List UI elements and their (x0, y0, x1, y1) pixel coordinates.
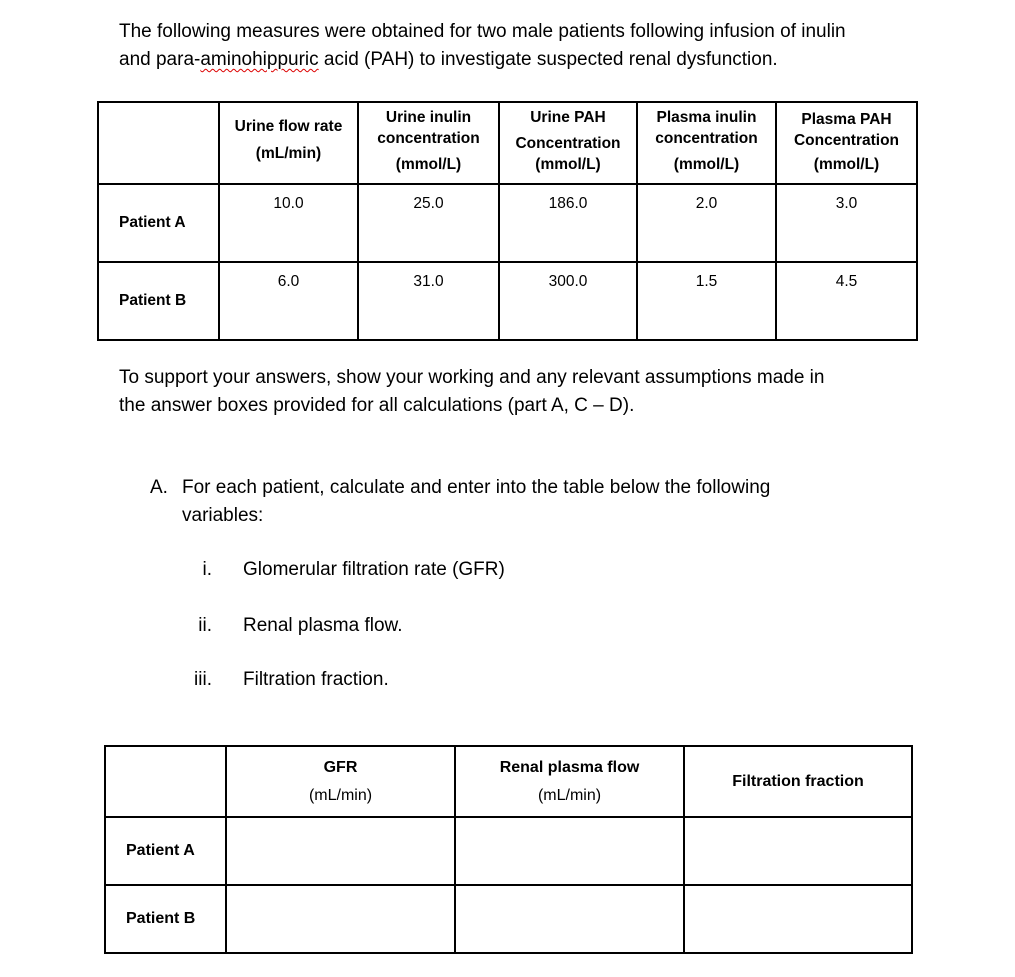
answer-row-label: Patient B (105, 885, 226, 953)
header-urine-flow-rate (219, 102, 358, 184)
intro-line-1: The following measures were obtained for two male patients following infusion of inulin (119, 21, 846, 42)
list-item-number: ii. (198, 615, 212, 636)
question-a-marker: A. (150, 477, 168, 498)
answer-header-row (105, 746, 912, 817)
list-item-text: Renal plasma flow. (243, 615, 403, 636)
list-item-text: Filtration fraction. (243, 669, 389, 690)
header-urine-inulin: Urine inulin concentration (mmol/L) (358, 102, 499, 184)
cell-plasma-pah: 4.5 (776, 262, 917, 340)
intro-line-2-pre: and para- (119, 49, 201, 70)
list-item-number: i. (202, 559, 212, 580)
header-urine-flow-rate-l1: Urine flow rate (234, 118, 343, 135)
list-item-number: iii. (194, 669, 212, 690)
measurements-header-row (98, 102, 917, 184)
spellcheck-underlined-word: aminohippuric (200, 49, 319, 70)
list-item (198, 614, 403, 638)
cell-plasma-inulin: 1.5 (637, 262, 776, 340)
intro-line-2-post: acid (PAH) to investigate suspected renal dysfunction. (318, 49, 778, 70)
header-urine-pah: Urine PAH Concentration (mmol/L) (499, 102, 637, 184)
measurements-table (97, 101, 918, 341)
answer-cell-gfr[interactable] (226, 885, 455, 953)
table-row (105, 885, 912, 953)
header-empty-cell (98, 102, 219, 184)
question-a (150, 474, 850, 530)
answer-cell-rpf[interactable] (455, 817, 684, 885)
row-label: Patient B (98, 262, 219, 340)
list-item (194, 668, 389, 692)
answer-header-rpf (455, 746, 684, 817)
cell-plasma-inulin: 2.0 (637, 184, 776, 262)
instructions-line-1: To support your answers, show your working and any relevant assumptions made in (119, 367, 825, 388)
cell-urine-inulin: 25.0 (358, 184, 499, 262)
question-a-text: For each patient, calculate and enter into the table below the following variables: (182, 477, 771, 526)
answer-cell-gfr[interactable] (226, 817, 455, 885)
answer-header-rpf-unit: (mL/min) (537, 786, 602, 804)
answer-header-gfr-title: GFR (323, 758, 358, 776)
table-row (105, 817, 912, 885)
list-item (202, 558, 505, 582)
answer-cell-ff[interactable] (684, 885, 912, 953)
instructions-paragraph (119, 364, 824, 420)
intro-line-2 (119, 46, 846, 74)
answer-header-gfr-unit: (mL/min) (308, 786, 373, 804)
table-row (98, 184, 917, 262)
answer-header-rpf-title: Renal plasma flow (499, 758, 640, 776)
cell-urine-pah: 300.0 (499, 262, 637, 340)
list-item-text: Glomerular filtration rate (GFR) (243, 559, 505, 580)
answer-header-ff (684, 746, 912, 817)
row-label: Patient A (98, 184, 219, 262)
header-plasma-pah: Plasma PAH Concentration (mmol/L) (776, 102, 917, 184)
answer-row-label: Patient A (105, 817, 226, 885)
instructions-line-2: the answer boxes provided for all calculations (part A, C – D). (119, 395, 635, 416)
intro-paragraph (119, 18, 846, 74)
header-plasma-inulin: Plasma inulin concentration (mmol/L) (637, 102, 776, 184)
header-urine-flow-rate-unit: (mL/min) (255, 145, 322, 162)
answer-table (104, 745, 913, 954)
cell-plasma-pah: 3.0 (776, 184, 917, 262)
answer-header-gfr (226, 746, 455, 817)
answer-cell-rpf[interactable] (455, 885, 684, 953)
answer-header-ff-title: Filtration fraction (732, 772, 864, 790)
table-row (98, 262, 917, 340)
cell-urine-flow: 10.0 (219, 184, 358, 262)
answer-header-empty (105, 746, 226, 817)
cell-urine-pah: 186.0 (499, 184, 637, 262)
answer-cell-ff[interactable] (684, 817, 912, 885)
cell-urine-inulin: 31.0 (358, 262, 499, 340)
cell-urine-flow: 6.0 (219, 262, 358, 340)
